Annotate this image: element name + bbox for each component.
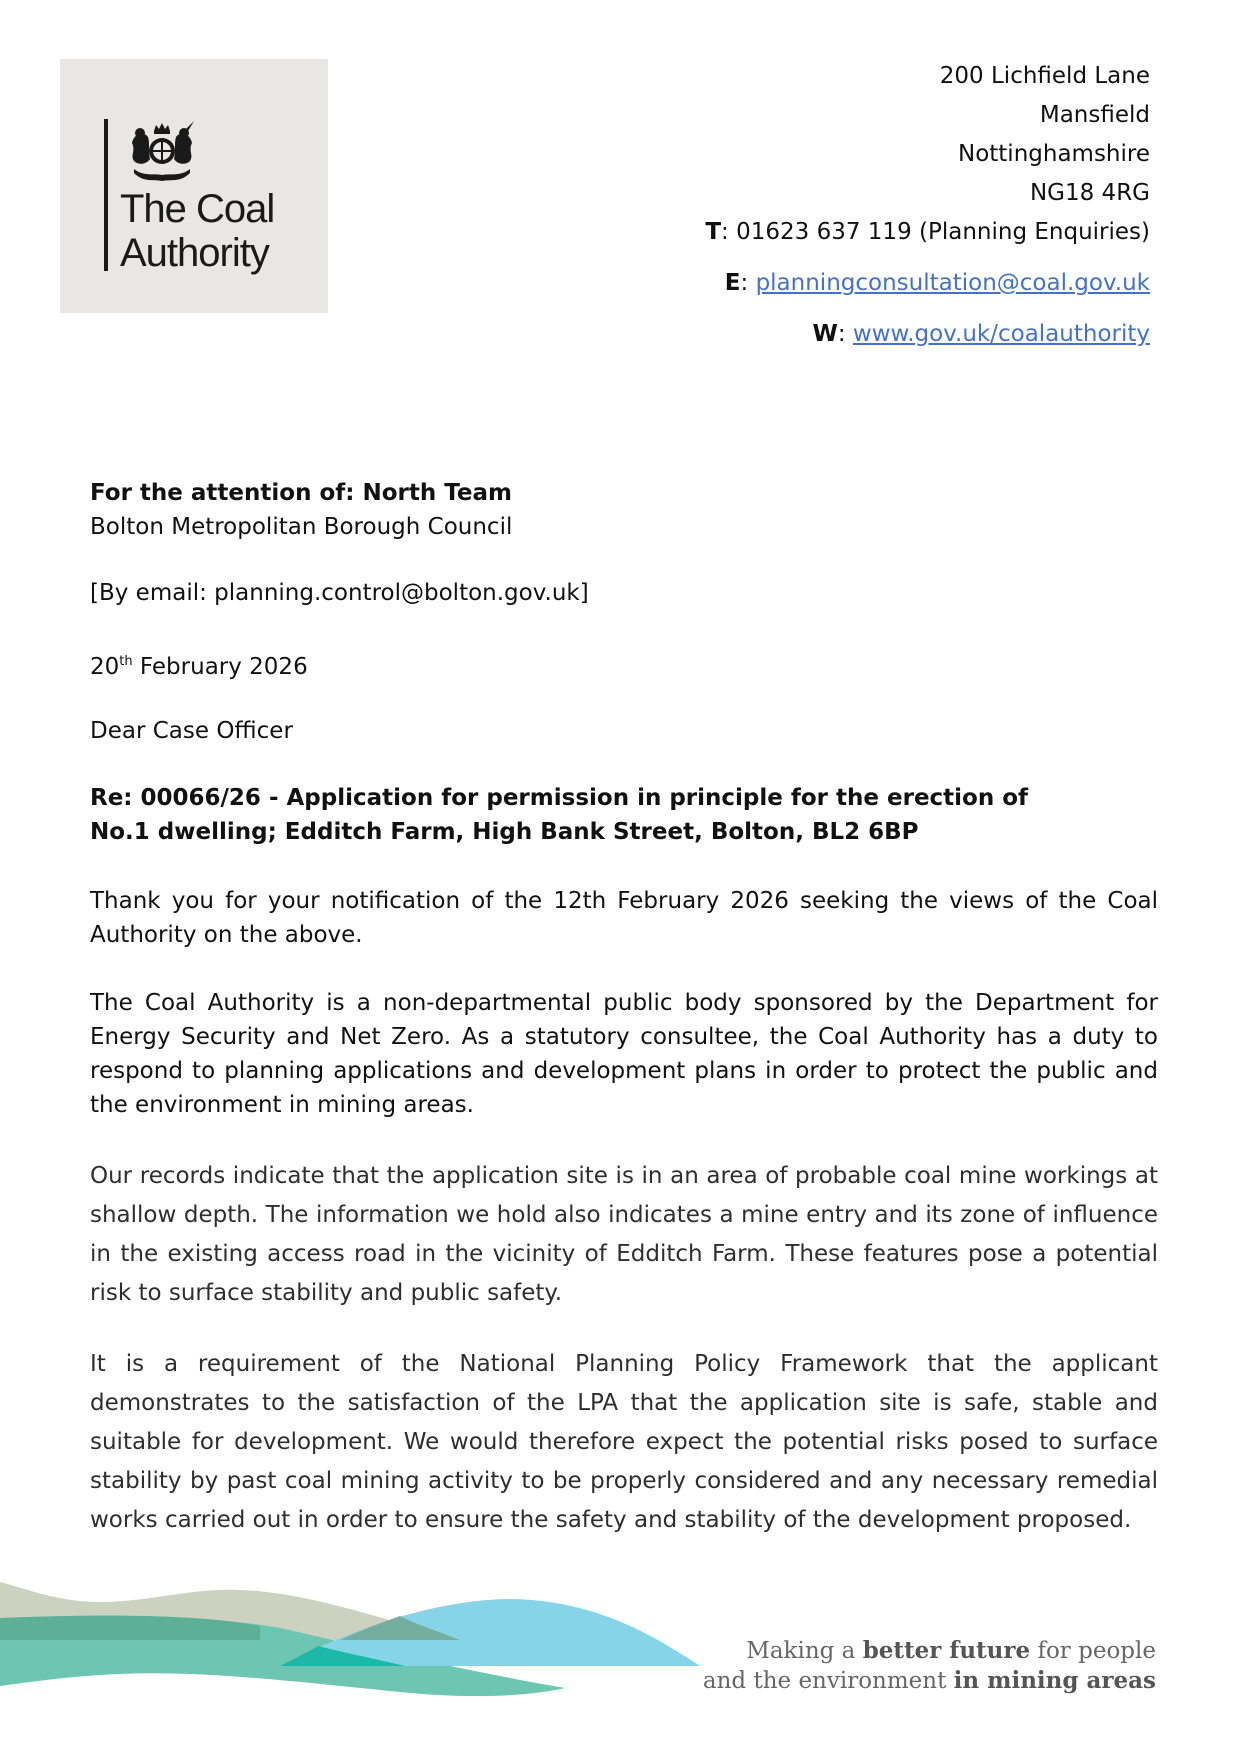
- footer-tagline: [703, 1636, 1156, 1696]
- body-paragraph-4: It is a requirement of the National Planning Policy Framework that the applicant demonstrates to the satisfaction of the LPA that the application site is safe, stable and suitable for development. We would therefore expect the potential risks posed to surface stability by past coal mining activity to be properly considered and any necessary remedial works carried out in order to ensure the safety and stability of the development proposed.: [90, 1351, 1158, 1533]
- body-paragraph-2: The Coal Authority is a non-departmental public body sponsored by the Department for Energy Security and Net Zero. As a statutory consultee, the Coal Authority has a duty to respond to planning applications and development plans in order to protect the public and the environment in mining areas.: [90, 990, 1158, 1118]
- tagline-line-2: and the environment in mining areas: [702, 1667, 1156, 1694]
- date-day: 20: [90, 654, 120, 680]
- email-link[interactable]: planningconsultation@coal.gov.uk: [755, 270, 1150, 296]
- telephone-number: 01623 637 119 (Planning Enquiries): [736, 219, 1150, 245]
- salutation: Dear Case Officer: [90, 718, 293, 744]
- address-line-3: Nottinghamshire: [957, 141, 1150, 167]
- body-paragraph-1: Thank you for your notification of the 12th February 2026 seeking the views of the Coal Authority on the above.: [90, 888, 1158, 948]
- email-label: E: [724, 270, 741, 296]
- email-line: E: planningconsultation@coal.gov.uk: [724, 270, 1150, 296]
- footer-wave-graphic: [0, 1560, 720, 1754]
- telephone-line: T: 01623 637 119 (Planning Enquiries): [705, 219, 1150, 245]
- body-paragraph-3: Our records indicate that the application site is in an area of probable coal mine workings at shallow depth. The information we hold also indicates a mine entry and its zone of influence in the existing access road in the vicinity of Edditch Farm. These features pose a potential risk to surface stability and public safety.: [90, 1163, 1158, 1306]
- logo-line-2: Authority: [120, 231, 269, 275]
- website-link[interactable]: www.gov.uk/coalauthority: [852, 321, 1150, 347]
- coal-authority-logo: [60, 59, 328, 313]
- recipient-organisation: Bolton Metropolitan Borough Council: [90, 514, 513, 540]
- tagline-line-1: Making a better future for people: [746, 1637, 1156, 1664]
- sender-address-block: [705, 60, 1150, 357]
- date-month-year: February 2026: [132, 654, 308, 680]
- recipient-block: [90, 476, 1158, 544]
- royal-coat-of-arms-icon: [124, 121, 200, 185]
- date-suffix: th: [119, 654, 133, 669]
- logo-wordmark: [120, 187, 274, 275]
- address-line-1: 200 Lichfield Lane: [939, 63, 1150, 89]
- letter-date: [90, 645, 1158, 684]
- address-line-2: Mansfield: [1039, 102, 1150, 128]
- by-email-line: [By email: planning.control@bolton.gov.uk]: [90, 580, 589, 606]
- telephone-label: T: [705, 219, 722, 245]
- logo-vertical-bar: [104, 119, 108, 271]
- web-line: W: www.gov.uk/coalauthority: [812, 321, 1150, 347]
- logo-line-1: The Coal: [120, 187, 275, 231]
- subject-line: Re: 00066/26 - Application for permission in principle for the erection of No.1 dwelling; Edditch Farm, High Bank Street, Bolton, BL2 6BP: [90, 785, 1029, 845]
- attention-line: For the attention of: North Team: [90, 480, 512, 506]
- address-postcode: NG18 4RG: [1029, 180, 1150, 206]
- web-label: W: [812, 321, 838, 347]
